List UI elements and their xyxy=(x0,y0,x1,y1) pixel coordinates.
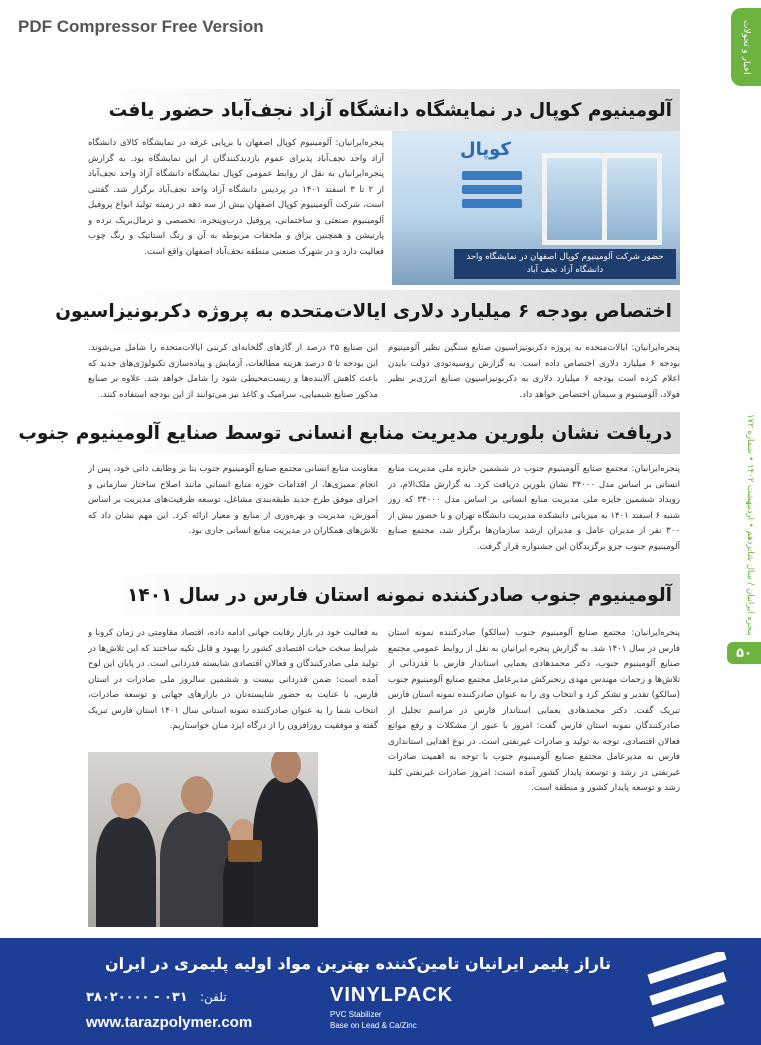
article-3-col-right xyxy=(388,462,680,572)
brand-subtitle-2: Base on Lead & Ca/Zinc xyxy=(330,1021,417,1030)
article-3-paragraph-1: پنجره‌ایرانیان: مجتمع صنایع آلومینیوم جنوب در ششمین جایزه ملی مدیریت منابع انسانی بر اساس مدل ۳۴۰۰۰ نشان بلورین دریافت کرد. به گزارش ملک‌الام، در رویداد ششمین جایزه ملی مدیریت منابع انسانی بر اساس مدل ۳۴۰۰۰ که روز شنبه ۶ اسفند ۱۴۰۱ به میزبانی دانشکده مدیریت دانشگاه تهران و با حضور بیش از ۳۰۰ نفر از مدیران عامل و مدیران ارشد سازمان‌ها برگزار شد، مجتمع صنایع آلومینیوم جنوب جزو برگزیدگان این جشنواره قرار گرفت. xyxy=(388,464,680,552)
page-number: ۵۰ xyxy=(727,642,761,664)
person-figure xyxy=(253,777,318,927)
article-4-paragraph-1: پنجره‌ایرانیان: مجتمع صنایع آلومینیوم جنوب (سالکو) صادرکننده نمونه استان فارس در سال ۱۴۰۱ شد. به گزارش پنجره ایرانیان به نقل از روابط عمومی مجتمع صنایع آلومینیوم جنوب، دکتر محمدهادی یعمایی استاندار فارس با قدردانی از تلاش‌ها و زحمات مهندس مهدی رنجبرکش مدیرعامل مجتمع صنایع آلومینیوم جنوب (سالکو) تقدیر و تشکر کرد و انتخاب وی را به عنوان صادرکننده نمونه استان فارس تبریک گفت. دکتر محمدهادی یعمایی استاندار فارس در مراسم تجلیل از صادرکنندگان نمونه استان فارس گفت: امروز با عبور از مشکلات و رفع موانع فعالان اقتصادی، توجه به تولید و صادرات غیرنفتی است. در نوع اهدایی استانداری فارس به مدیرعامل مجتمع صنایع آلومینیوم جنوب با توجه به اهمیت صادرات غیرنفتی در رشد و توسعه پایدار کشور آمده است: امروز صادرات غیرنفتی کلید رشد و توسعه پایدار کشور و منطقه است. xyxy=(388,628,680,793)
footer-tagline: تاراز پلیمر ایرانیان تامین‌کننده بهترین مواد اولیه پلیمری در ایران xyxy=(104,954,611,973)
taraz-logo-icon xyxy=(637,952,737,1030)
article-2-title: اختصاص بودجه ۶ میلیارد دلاری ایالات‌متحده به پروژه دکربونیزاسیون xyxy=(55,300,672,322)
article-4-paragraph-2: به فعالیت خود در بازار رقابت جهانی ادامه داده، اقتصاد مقاومتی در زمان کرونا و شرایط سخت حیات اقتصادی کشور را بهبود و قابل تکیه ساختند که این تلاش‌ها در تولید ملی صادرکنندگان و فعالان اقتصادی شایسته قدردانی است. در پایان این لوح آمده است: ضمن قدردانی بیست و ششمین سالروز ملی صادرات در استان فارس، با عنایت به حضور شایسته‌تان در بازارهای جهانی و توسعه صادرات، انتخاب شما را به عنوان صادرکننده نمونه استانی سال ۱۴۰۱ استان فارس تبریک گفته و موفقیت روزافزون را از درگاه ایزد منان خواستاریم. xyxy=(88,628,378,731)
article-1-heading xyxy=(88,89,680,131)
article-3-col-left xyxy=(88,462,378,572)
article-2-col-right xyxy=(388,341,680,409)
article-4-heading xyxy=(88,574,680,616)
article-3-paragraph-2: معاونت منابع انسانی مجتمع صنایع آلومینیوم جنوب بنا بر وظایف ذاتی خود، پس از انجام ممیزی‌ها، از اقدامات حوزه منابع انسانی مانند اصلاح ساختار سازمانی و اجرای موفق طرح جدید طبقه‌بندی مشاغل، توسعه ظرفیت‌های مدیریت بر اساس آموزش، مدیریت و بهره‌وری از منابع و معیار ارائه کرد. این مهم نشان داد که تلاش‌های همکاران در مدیریت منابع انسانی جاری بود. xyxy=(88,464,378,536)
award-plaque xyxy=(228,840,262,862)
award-ceremony-photo xyxy=(88,752,318,927)
article-4-col-right xyxy=(388,626,680,926)
article-1-title: آلومینیوم کوپال در نمایشگاه دانشگاه آزاد نجف‌آباد حضور یافت xyxy=(108,99,672,121)
watermark-text: PDF Compressor Free Version xyxy=(18,17,264,36)
article-4-title: آلومینیوم جنوب صادرکننده نمونه استان فارس در سال ۱۴۰۱ xyxy=(127,584,672,606)
koopal-logo: کوپال xyxy=(460,139,511,160)
phone-number: ۰۳۱ - ۳۸۰۲۰۰۰۰ xyxy=(86,990,188,1005)
article-2-paragraph-2: این صنایع ۲۵ درصد از گازهای گلخانه‌ای کربنی ایالات‌متحده را شامل می‌شوند. این بودجه تا ۵ درصد هزینه مطالعات، آزمایش و پیاده‌سازی تکنولوژی‌های جدید که باعث کاهش آلاینده‌ها و زیست‌محیطی شود را شامل خواهد شد. علاوه بر صنایع مذکور صنایع شیمیایی، سرامیک و کاغذ نیز می‌توانند از این بودجه استفاده کنند. xyxy=(88,343,378,400)
phone-label: تلفن: xyxy=(200,990,227,1004)
article-1-paragraph: پنجره‌ایرانیان: آلومینیوم کوپال اصفهان با برپایی غرفه در نمایشگاه کالای دانشگاه آزاد واحد نجف‌آباد پذیرای عموم بازدیدکنندگان از این نمایشگاه بود. به گزارش پنجره‌ایرانیان به نقل از روابط عمومی کوپال نمایشگاه دانشگاه آزاد واحد نجف‌آباد از ۲ تا ۳ اسفند ۱۴۰۱ در پردیس دانشگاه آزاد واحد نجف‌آباد برگزار شد. گفتنی است، شرکت آلومینیوم کوپال اصفهان بیش از سه دهه در زمینه تولید انواع پروفیل آلومینیوم صنعتی و ساختمانی، پروفیل درب‌وپنجره، تخصصی و ترمال‌بریک نرده و پارتیشن و همچنین یراق و ملحقات مربوطه به آن و رنگ استاتیک و رنگ چوب فعالیت دارد و در شهرک صنعتی منطقه نجف‌آباد اصفهان واقع است. xyxy=(88,138,384,257)
issue-info-strip: پنجره ایرانیان / سال شانزدهم • اردیبهشت ۱۴۰۲ • شماره ۱۷۲ xyxy=(745,414,755,636)
person-figure xyxy=(96,817,156,927)
section-tab: اخبار و تحولات xyxy=(731,8,761,86)
article-2-paragraph-1: پنجره‌ایرانیان: ایالات‌متحده به پروژه دکربونیزاسیون صنایع سنگین نظیر آلومینیوم بودجه ۶ میلیارد دلاری اختصاص داده است. به گزارش روسیه‌تودی دولت بایدن اعلام کرده است بودجه ۶ میلیارد دلاری به دکربونیزاسیون صنایع انرژی‌بر نظیر فولاد، آلومینیوم و سیمان اختصاص خواهد داد. xyxy=(388,343,680,400)
article-3-heading xyxy=(18,412,680,454)
vinylpack-brand: VINYLPACK xyxy=(330,984,454,1006)
article-4-col-left xyxy=(88,626,378,748)
article-1-body xyxy=(88,136,384,284)
article-3-title: دریافت نشان بلورین مدیریت منابع انسانی توسط صنایع آلومینیوم جنوب xyxy=(18,422,672,444)
website-link[interactable]: www.tarazpolymer.com xyxy=(86,1014,253,1031)
footer-advertisement xyxy=(0,938,761,1045)
brand-subtitle-1: PVC Stabilizer xyxy=(330,1010,382,1019)
article-2-heading xyxy=(55,290,680,332)
feature-bullets xyxy=(462,171,522,213)
article-2-col-left xyxy=(88,341,378,409)
window-graphic xyxy=(542,153,662,245)
image-caption: حضور شرکت آلومینیوم کوپال اصفهان در نمایشگاه واحد دانشگاه آزاد نجف آباد xyxy=(454,249,676,279)
koopal-ad-image xyxy=(392,131,680,285)
